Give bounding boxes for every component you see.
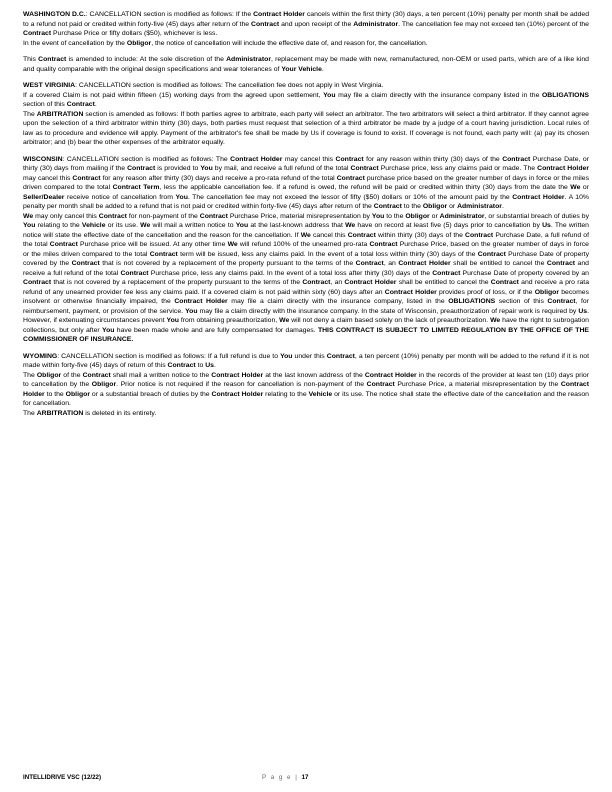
- text-run: receive notice of cancellation from: [64, 193, 176, 201]
- text-run: of the: [61, 371, 83, 379]
- bold-term: Contract: [167, 362, 196, 369]
- text-run: at the last known address of the: [263, 371, 365, 379]
- text-run: in the records of the provider at least ten (10) days prior to cancellation by the: [23, 371, 590, 388]
- text-run: , or substantial breach of duties by: [484, 212, 589, 220]
- dc-obligor-cancellation-paragraph: [23, 39, 589, 49]
- bold-term: You: [175, 193, 188, 201]
- text-run: cancels within the first thirty (30) days, a ten percent (10%) penalty per month shall be added to a refund not paid or credited within forty-five (45) days after return of the: [23, 11, 589, 28]
- text-run: relating to the: [263, 390, 309, 398]
- text-run: , for reimbursement, payment, or provision of the service.: [23, 298, 589, 315]
- text-run: by mail, and receive a full refund of the total: [212, 165, 351, 172]
- text-run: at the last-known address that: [248, 222, 346, 229]
- document-body: [23, 10, 589, 425]
- bold-term: Contract: [72, 174, 101, 182]
- bold-term: You: [23, 222, 36, 229]
- text-run: . Prior notice is not required if the reason for cancellation is non-payment of the: [116, 381, 367, 388]
- text-run: . However, if extenuating circumstances prevent: [23, 307, 589, 324]
- text-run: . The written notice will state the effective date of the cancellation and the reason for the cancellation. If: [23, 222, 589, 239]
- bold-term: Contract: [120, 269, 149, 277]
- text-run: may cancel this: [23, 174, 73, 182]
- bold-term: WASHINGTON D.C.: [23, 11, 86, 18]
- text-run: or: [429, 212, 440, 220]
- text-run: shall mail a written notice to the: [110, 371, 212, 379]
- text-run: may file a claim directly with the insurance company listed in the: [335, 91, 542, 99]
- text-run: , a ten percent (10%) penalty per month will be added to the refund if it is not made within forty-five (45) days of return of this: [23, 352, 589, 369]
- text-run: .: [321, 65, 324, 73]
- text-run: becomes insolvent or otherwise financially impaired, the: [23, 288, 590, 305]
- text-run: . A 10% penalty per month shall be added to a refund that is not paid or credited within forty-five (45) days after return of the: [23, 193, 589, 210]
- bold-term: Contract: [302, 279, 331, 286]
- bold-term: You: [200, 165, 213, 172]
- text-run: have been made whole and are fully compensated for damages.: [114, 326, 318, 334]
- text-run: is amended to include: At the sole discretion of the: [66, 56, 227, 63]
- bold-term: Contract Holder: [512, 193, 565, 201]
- text-run: Purchase Price, material misrepresentation by: [227, 212, 372, 220]
- wi-cancellation-paragraph: [23, 155, 589, 212]
- text-run: shall be entitled to cancel the: [396, 279, 491, 286]
- bold-term: We: [570, 184, 581, 191]
- bold-term: Contract: [373, 203, 402, 210]
- bold-term: Contract: [82, 371, 111, 379]
- bold-term: We: [490, 317, 501, 324]
- bold-term: OBLIGATIONS: [541, 91, 589, 99]
- text-run: for any reason after thirty (30) days and receive a pro-rata refund of the total: [100, 174, 337, 182]
- text-run: purchase price based on the greater number of days in force or the miles driven compared to the total: [23, 174, 589, 191]
- text-run: under this: [292, 352, 327, 360]
- bold-term: We: [227, 241, 238, 248]
- bold-term: Contract Holder: [398, 260, 451, 267]
- text-run: and receive a pro rata refund of any unearned provider fee less any claims paid. If a covered claim is not paid within sixty (60) days after an: [23, 279, 589, 296]
- bold-term: Contract: [350, 165, 379, 172]
- bold-term: We: [345, 222, 356, 229]
- text-run: Purchase price, less any claims paid or made. The: [378, 165, 538, 172]
- bold-term: You: [323, 91, 336, 99]
- text-run: section of this: [23, 101, 67, 108]
- bold-term: Contract: [326, 352, 355, 360]
- text-run: from obtaining preauthorization,: [178, 317, 280, 324]
- text-run: or a substantial breach of duties by the: [90, 390, 212, 398]
- text-run: . The cancellation fee may not exceed the lessor of fifty ($50) dollars or 10% of the amount paid by the: [187, 193, 513, 201]
- text-run: will not deny a claim based solely on the lack of preauthorization.: [289, 317, 491, 324]
- bold-term: WEST VIRGINIA: [23, 82, 76, 89]
- bold-term: Contract: [477, 250, 506, 258]
- text-run: is provided to: [155, 165, 201, 172]
- wv-cancellation-paragraph: [23, 81, 589, 91]
- bold-term: Contract: [336, 174, 365, 182]
- text-run: Purchase Date of property covered by the: [23, 250, 590, 267]
- text-run: to: [195, 362, 206, 369]
- section-washington-dc: [23, 10, 589, 74]
- text-run: section of this: [495, 298, 548, 305]
- bold-term: Contract Holder: [364, 371, 417, 379]
- text-run: , an: [330, 279, 345, 286]
- bold-term: Contract: [71, 260, 100, 267]
- text-run: In the event of cancellation by the: [23, 39, 127, 47]
- text-run: . The cancellation fee may not exceed ten (10%) percent of the: [398, 20, 589, 28]
- text-run: may file a claim directly with the insurance company. In the state of Wisconsin, preauthorization of repair work is required by: [197, 307, 579, 315]
- bold-term: Contract: [432, 269, 461, 277]
- text-run: have on record at least five (5) days prior to cancellation by: [355, 222, 543, 229]
- text-run: Purchase Date of property covered by an: [460, 269, 589, 277]
- bold-term: Contract: [355, 260, 384, 267]
- bold-term: Obligor: [534, 288, 560, 296]
- bold-term: Contract: [98, 212, 127, 220]
- bold-term: Contract: [23, 279, 52, 286]
- bold-term: Administrator: [457, 203, 502, 210]
- bold-term: Contract Holder: [211, 371, 264, 379]
- wv-arbitration-paragraph: [23, 110, 589, 148]
- text-run: term will be issued, less any claims paid. In the event of a total loss within thirty (30) days of the: [177, 250, 478, 258]
- bold-term: Contract: [490, 279, 519, 286]
- bold-term: Contract: [149, 250, 178, 258]
- wy-cancellation-paragraph: [23, 352, 589, 371]
- text-run: Purchase Price, based on the greater number of days in force or the miles driven compared to the total: [23, 241, 589, 258]
- text-run: or: [447, 203, 458, 210]
- bold-term: We: [300, 231, 311, 239]
- page-number: 17: [301, 774, 309, 781]
- text-run: provides proof of loss, or if the: [436, 288, 535, 296]
- text-run: or its use. The notice shall state the effective date of the cancellation and the reason for cancellation.: [23, 390, 589, 407]
- dc-cancellation-paragraph: [23, 10, 589, 39]
- text-run: within thirty (30) days of the: [375, 231, 466, 239]
- section-wisconsin: [23, 155, 589, 345]
- page-label: P a g e |: [262, 774, 299, 781]
- bold-term: Obligor: [405, 212, 430, 220]
- bold-term: Contract Holder: [344, 279, 397, 286]
- text-run: : CANCELLATION section is modified as follows: If the: [85, 11, 254, 18]
- text-run: will mail a written notice to: [150, 222, 236, 229]
- text-run: may only cancel this: [33, 212, 99, 220]
- wy-notice-paragraph: [23, 371, 589, 409]
- bold-term: You: [371, 212, 385, 220]
- bold-term: Vehicle: [81, 222, 106, 229]
- text-run: shall be entitled to cancel the: [450, 260, 547, 267]
- bold-term: Contract: [251, 20, 280, 28]
- bold-term: We: [279, 317, 290, 324]
- text-run: that is not covered by a replacement of the property pursuant to the terms of the: [51, 279, 303, 286]
- bold-term: Contract Holder: [23, 381, 589, 398]
- text-run: Purchase Price or fifty dollars ($50), whichever is less.: [51, 30, 218, 37]
- bold-term: THIS CONTRACT IS SUBJECT TO LIMITED REGULATION BY THE OFFICE OF THE COMMISSIONER OF INSURANCE.: [23, 326, 589, 343]
- wi-obligor-cancellation-paragraph: [23, 212, 589, 345]
- bold-term: Contract: [66, 101, 95, 108]
- text-run: section is amended as follows: If both parties agree to arbitrate, each party will select an arbitrator. The two arbitrators will select a third arbitrator. If they cannot agree upon the selection of a third arbitrator within thirty (30) days, both parties must request that selection of a third arbitrator be made by a judge of a court having jurisdiction. Local rules of law as to procedure and evidence will apply. Payment of the arbitrator's fee shall be made by Us if coverage is found to exist. If coverage is not found, each party will: (a) pay its chosen arbitrator; and (b) bear the other expenses of the arbitrator equally.: [23, 110, 589, 146]
- bold-term: Contract: [347, 231, 376, 239]
- bold-term: Contract: [369, 241, 398, 248]
- text-run: , the notice of cancellation will include the effective date of, and reason for, the cancellation.: [151, 39, 428, 47]
- bold-term: Contract: [502, 155, 531, 163]
- bold-term: Contract Holder: [230, 155, 283, 163]
- text-run: to the: [384, 212, 406, 220]
- bold-term: Administrator: [353, 20, 399, 28]
- bold-term: Contract Holder: [384, 288, 437, 296]
- bold-term: You: [280, 352, 293, 360]
- text-run: .: [501, 203, 504, 210]
- bold-term: ARBITRATION: [36, 110, 84, 118]
- bold-term: You: [235, 222, 249, 229]
- bold-term: Obligor: [91, 381, 117, 388]
- bold-term: Us: [205, 362, 214, 369]
- text-run: or: [580, 184, 589, 191]
- text-run: Purchase Price, a material misrepresentation by the: [394, 381, 561, 388]
- bold-term: You: [102, 326, 115, 334]
- text-run: , replacement may be made with new, remanufactured, non-OEM or used parts, which are of a like kind and quality comparable with the original design specifications and wear tolerances of: [23, 56, 589, 73]
- text-run: , an: [383, 260, 399, 267]
- text-run: or its use.: [105, 222, 141, 229]
- text-run: and upon receipt of the: [279, 20, 354, 28]
- text-run: Purchase Date, a full refund of the total: [23, 231, 589, 248]
- bold-term: Contract Holder: [253, 11, 305, 18]
- bold-term: Administrator: [439, 212, 485, 220]
- bold-term: OBLIGATIONS: [448, 298, 496, 305]
- text-run: may cancel this: [282, 155, 336, 163]
- section-west-virginia: [23, 81, 589, 148]
- text-run: Purchase Date, or thirty (30) days from mailing if the: [23, 155, 589, 172]
- text-run: may file a claim directly with the insurance company, listed in the: [227, 298, 449, 305]
- bold-term: Contract: [465, 231, 494, 239]
- bold-term: Obligor: [126, 39, 152, 47]
- footer-form-id: INTELLIDRIVE VSC (12/22): [23, 774, 102, 781]
- text-run: The: [23, 110, 37, 118]
- text-run: Purchase price will be issued. At any other time: [77, 241, 228, 248]
- text-run: is deleted in its entirety.: [83, 409, 157, 417]
- text-run: If a covered Claim is not paid within fifteen (15) working days from the agreed upon settlement,: [23, 91, 324, 99]
- dc-replacement-parts-paragraph: [23, 55, 589, 74]
- bold-term: Obligor: [422, 203, 448, 210]
- bold-term: We: [140, 222, 151, 229]
- bold-term: Contract Term: [112, 184, 160, 191]
- text-run: Purchase price, less any claims paid. In the event of a total loss after thirty (30) days of the: [148, 269, 433, 277]
- bold-term: Contract Holder: [211, 390, 264, 398]
- text-run: This: [23, 56, 39, 63]
- text-run: for any reason within thirty (30) days of the: [363, 155, 503, 163]
- text-run: .: [94, 101, 97, 108]
- bold-term: You: [166, 317, 179, 324]
- wv-claim-paragraph: [23, 91, 589, 110]
- text-run: : CANCELLATION section is modified as follows: The: [62, 155, 231, 163]
- bold-term: Contract: [366, 381, 395, 388]
- text-run: The: [23, 371, 37, 379]
- bold-term: Contract: [127, 165, 156, 172]
- bold-term: Vehicle: [308, 390, 333, 398]
- bold-term: You: [185, 307, 198, 315]
- wy-arbitration-paragraph: [23, 409, 589, 419]
- bold-term: Contract Holder: [174, 298, 228, 305]
- bold-term: Administrator: [226, 56, 271, 63]
- text-run: and receive a full refund of the total: [23, 260, 589, 277]
- bold-term: We: [23, 212, 34, 220]
- text-run: cancel this: [310, 231, 348, 239]
- bold-term: Obligor: [65, 390, 91, 398]
- text-run: relating to the: [35, 222, 82, 229]
- bold-term: Obligor: [36, 371, 62, 379]
- text-run: for non-payment of the: [126, 212, 200, 220]
- text-run: to the: [44, 390, 66, 398]
- text-run: : CANCELLATION section is modified as follows: If a full refund is due to: [57, 352, 281, 360]
- text-run: : CANCELLATION section is modified as follows: The cancellation fee does not apply in West Virginia.: [75, 82, 384, 89]
- bold-term: Contract Holder: [537, 165, 589, 172]
- text-run: will refund 100% of the unearned pro-rata: [237, 241, 370, 248]
- bold-term: Us: [542, 222, 551, 229]
- bold-term: Contract: [23, 30, 52, 37]
- text-run: that is not covered by a replacement of the property pursuant to the terms of the: [99, 260, 356, 267]
- bold-term: Contract: [199, 212, 228, 220]
- bold-term: Your Vehicle: [281, 65, 322, 73]
- text-run: The: [23, 409, 37, 417]
- bold-term: Contract: [547, 298, 576, 305]
- text-run: to the: [401, 203, 423, 210]
- bold-term: ARBITRATION: [36, 409, 84, 417]
- bold-term: Contract: [49, 241, 78, 248]
- text-run: , less the applicable cancellation fee. If a refund is owed, the refund will be paid or credited within thirty (30) days from the date the: [159, 184, 571, 191]
- footer-page-label: [262, 774, 308, 781]
- bold-term: WISCONSIN: [23, 155, 63, 163]
- bold-term: Us: [578, 307, 588, 315]
- bold-term: Contract: [38, 56, 67, 63]
- bold-term: Contract: [546, 260, 576, 267]
- text-run: .: [213, 362, 216, 369]
- bold-term: Contract: [335, 155, 364, 163]
- section-wyoming: [23, 352, 589, 419]
- text-run: have the right to subrogation collections, but only after: [23, 317, 589, 334]
- bold-term: Seller/Dealer: [23, 193, 65, 201]
- bold-term: WYOMING: [23, 352, 58, 360]
